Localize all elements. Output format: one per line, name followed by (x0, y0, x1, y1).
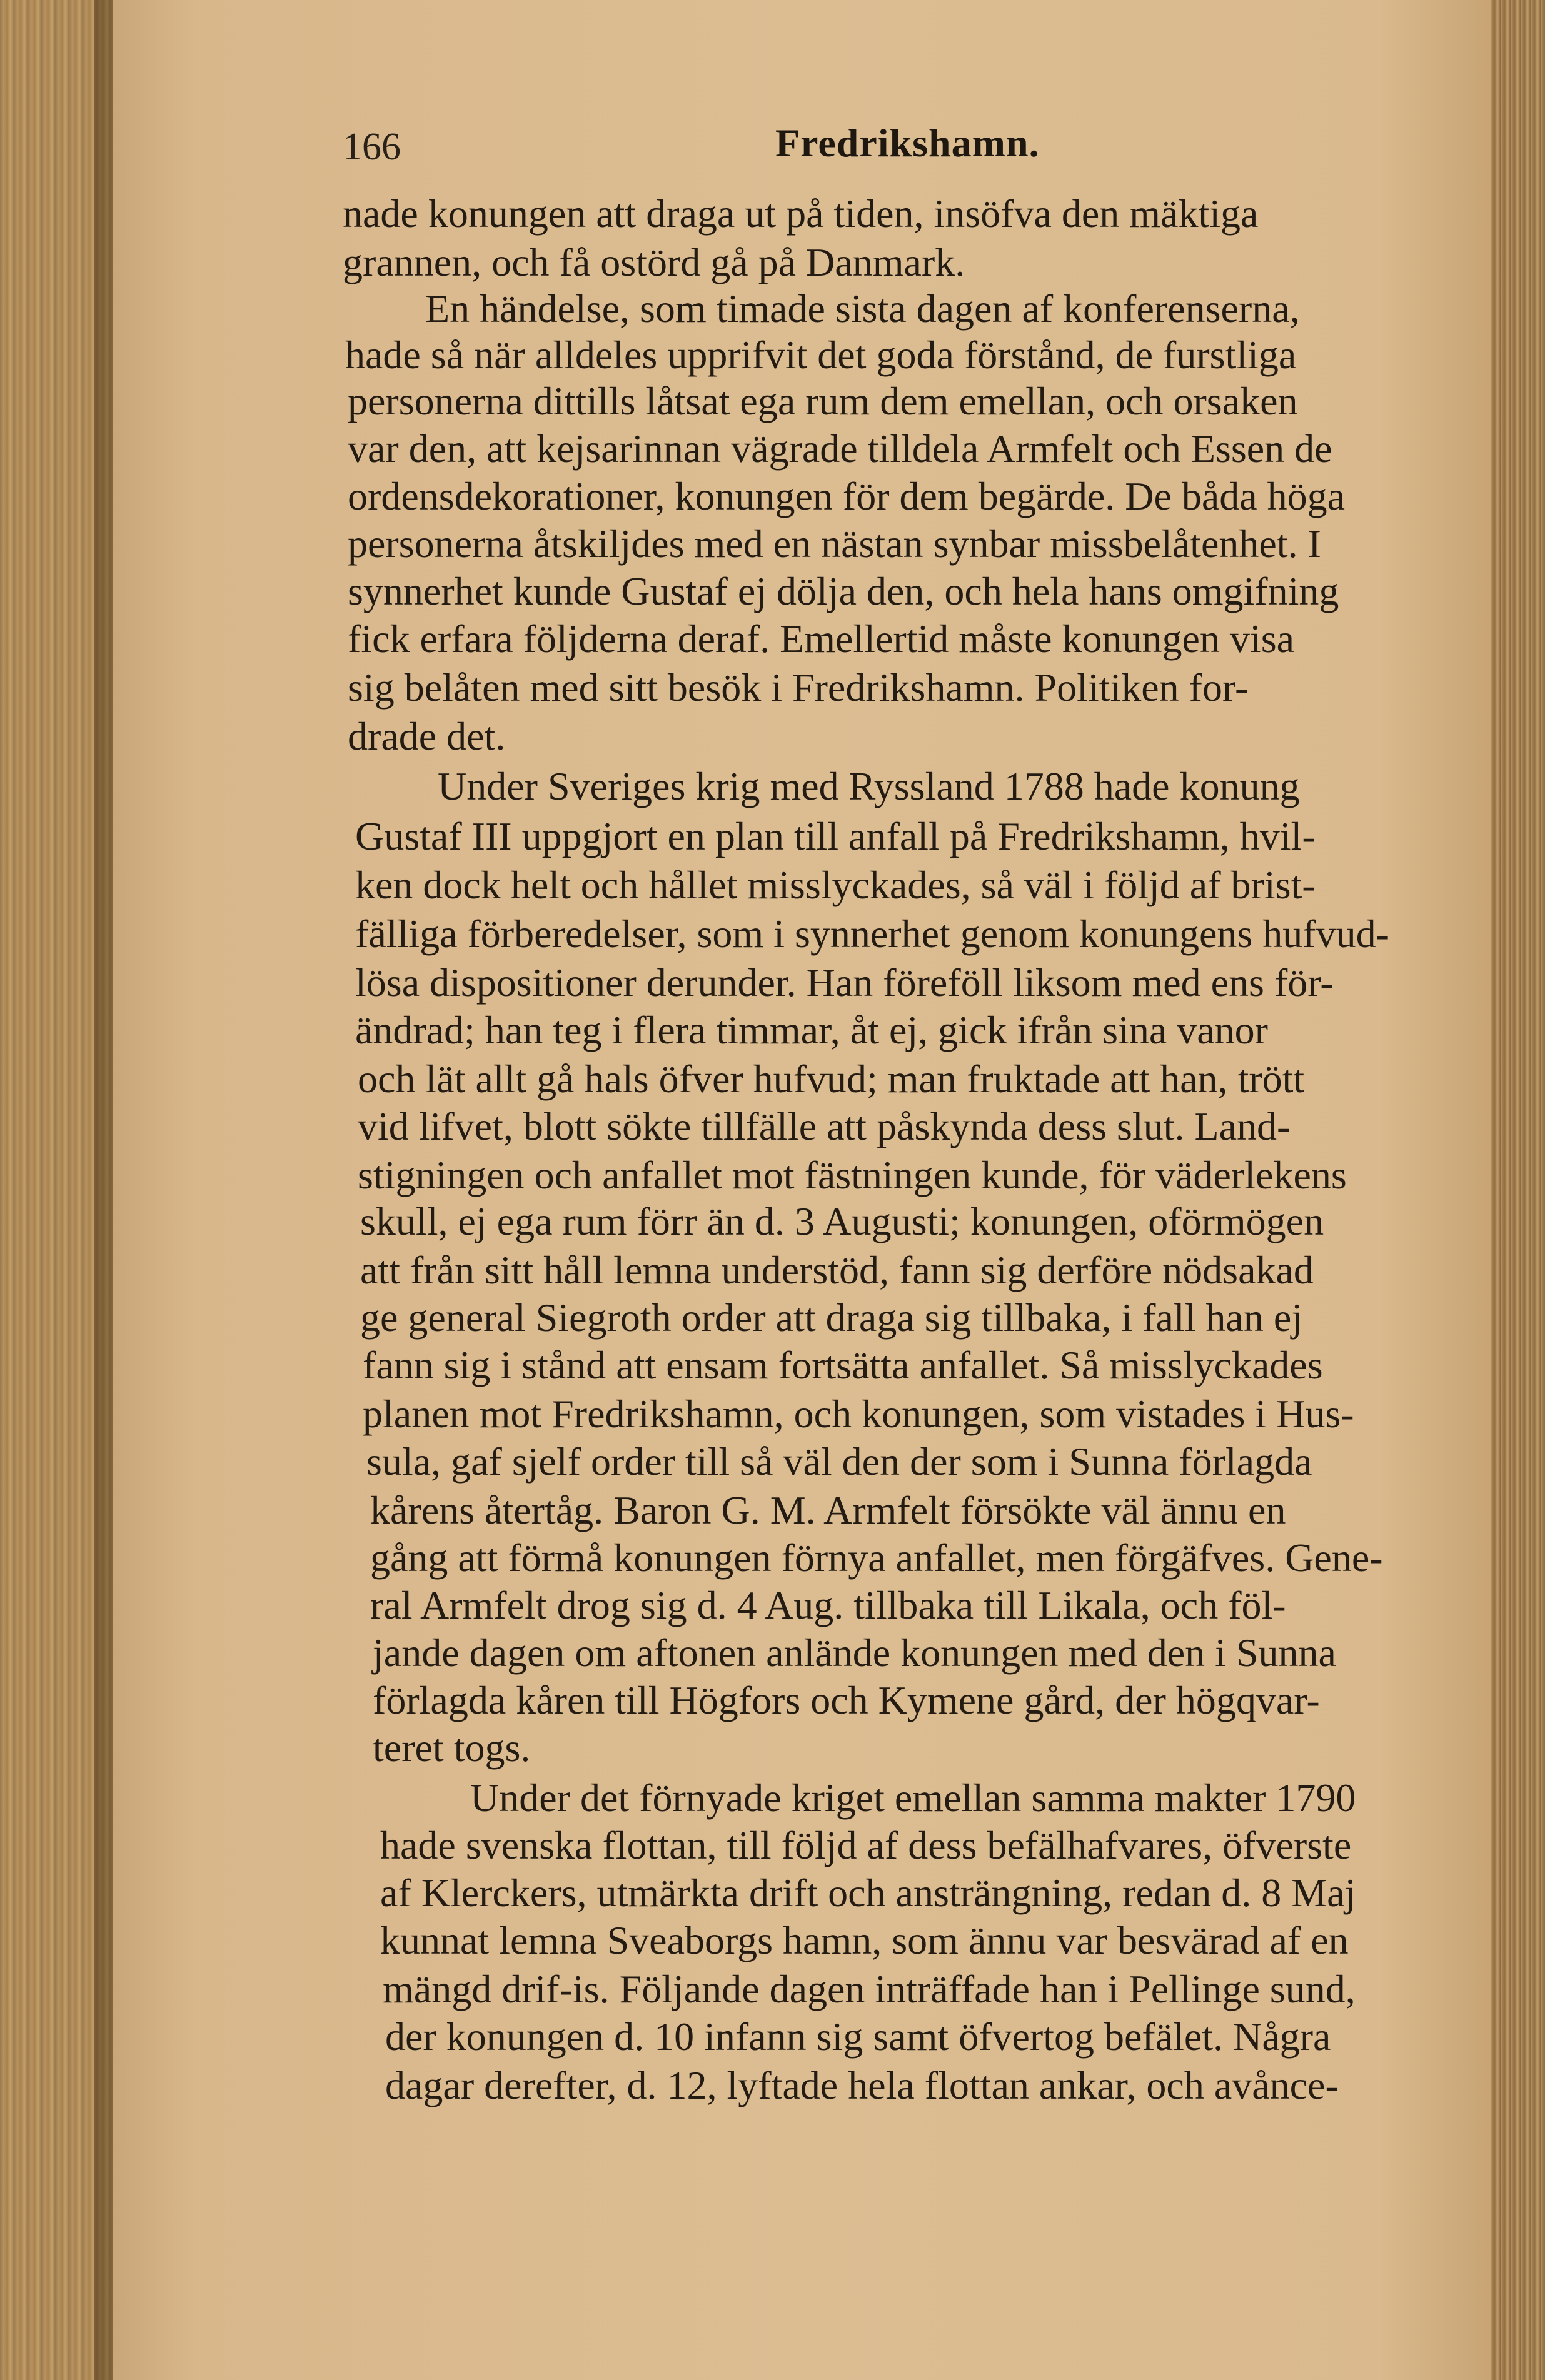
text-line: personerna dittills låtsat ega rum dem emellan, och orsaken (348, 379, 1298, 423)
text-line: vid lifvet, blott sökte tillfälle att påskynda dess slut. Land- (358, 1104, 1291, 1148)
text-line: kunnat lemna Sveaborgs hamn, som ännu var besvärad af en (380, 1918, 1349, 1962)
text-line: nade konungen att draga ut på tiden, insöfva den mäktiga (343, 191, 1259, 236)
text-line: fick erfara följderna deraf. Emellertid måste konungen visa (348, 616, 1294, 661)
text-line: hade svenska flottan, till följd af dess befälhafvares, öfverste (380, 1823, 1352, 1867)
text-line: kårens återtåg. Baron G. M. Armfelt försökte väl ännu en (370, 1488, 1286, 1532)
text-line: Under det förnyade kriget emellan samma makter 1790 (470, 1775, 1356, 1820)
text-line: gång att förmå konungen förnya anfallet, men förgäfves. Gene- (370, 1535, 1383, 1580)
text-line: af Klerckers, utmärkta drift och ansträngning, redan d. 8 Maj (380, 1870, 1356, 1915)
text-line: planen mot Fredrikshamn, och konungen, som vistades i Hus- (363, 1392, 1354, 1436)
text-line: En händelse, som timade sista dagen af konferenserna, (425, 286, 1300, 331)
text-line: fann sig i stånd att ensam fortsätta anfallet. Så misslyckades (363, 1343, 1323, 1387)
text-line: ken dock helt och hållet misslyckades, så väl i följd af brist- (355, 863, 1316, 907)
text-line: teret togs. (373, 1725, 531, 1770)
text-line: stigningen och anfallet mot fästningen kunde, för väderlekens (358, 1153, 1347, 1197)
text-line: der konungen d. 10 infann sig samt öfvertog befälet. Några (385, 2014, 1331, 2059)
running-head: Fredrikshamn. (775, 121, 1040, 165)
text-line: synnerhet kunde Gustaf ej dölja den, och hela hans omgifning (348, 569, 1339, 613)
text-line: sula, gaf sjelf order till så väl den der som i Sunna förlagda (366, 1439, 1312, 1484)
text-line: skull, ej ega rum förr än d. 3 Augusti; konungen, oförmögen (360, 1199, 1324, 1243)
text-line: ral Armfelt drog sig d. 4 Aug. tillbaka till Likala, och föl- (370, 1583, 1286, 1627)
text-line: mängd drif-is. Följande dagen inträffade han i Pellinge sund, (383, 1967, 1356, 2011)
text-line: ändrad; han teg i flera timmar, åt ej, gick ifrån sina vanor (355, 1008, 1268, 1052)
page-stack-edge (1491, 0, 1545, 2380)
text-line: dagar derefter, d. 12, lyftade hela flottan ankar, och avånce- (385, 2063, 1339, 2107)
text-line: drade det. (348, 714, 506, 758)
text-line: ordensdekorationer, konungen för dem begärde. De båda höga (348, 474, 1346, 518)
text-line: personerna åtskiljdes med en nästan synbar missbelåtenhet. I (348, 521, 1321, 566)
text-line: sig belåten med sitt besök i Fredrikshamn. Politiken for- (348, 665, 1249, 710)
text-line: fälliga förberedelser, som i synnerhet genom konungens hufvud- (355, 911, 1389, 956)
text-line: hade så när alldeles upprifvit det goda förstånd, de furstliga (345, 333, 1297, 377)
text-line: ge general Siegroth order att draga sig tillbaka, i fall han ej (360, 1295, 1302, 1340)
text-line: grannen, och få ostörd gå på Danmark. (343, 240, 965, 284)
text-line: var den, att kejsarinnan vägrade tilldela Armfelt och Essen de (348, 426, 1332, 471)
text-line: att från sitt håll lemna understöd, fann sig derföre nödsakad (360, 1248, 1314, 1292)
text-line: Gustaf III uppgjort en plan till anfall på Fredrikshamn, hvil- (355, 814, 1316, 858)
text-line: och lät allt gå hals öfver hufvud; man fruktade att han, trött (358, 1057, 1305, 1101)
text-line: lösa dispositioner derunder. Han föreföll liksom med ens för- (355, 960, 1334, 1005)
text-line: förlagda kåren till Högfors och Kymene gård, der högqvar- (373, 1678, 1320, 1722)
page-number: 166 (343, 126, 401, 168)
text-line: jande dagen om aftonen anlände konungen med den i Sunna (373, 1630, 1336, 1675)
text-line: Under Sveriges krig med Ryssland 1788 hade konung (438, 764, 1300, 808)
